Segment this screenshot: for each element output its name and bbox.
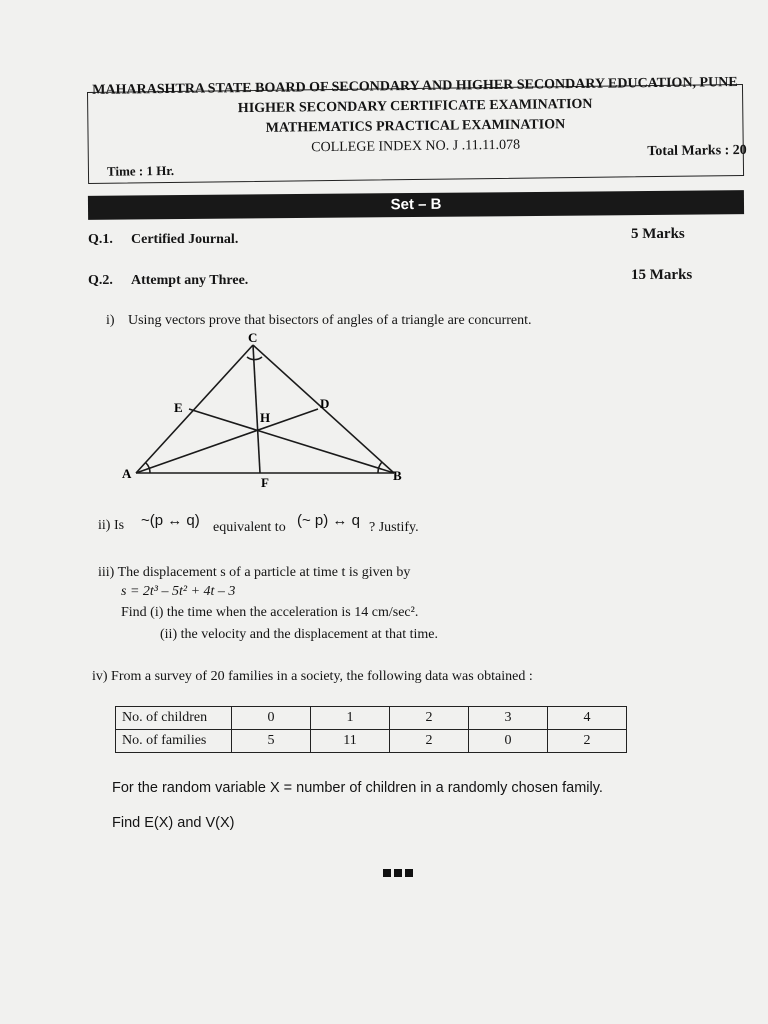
end-of-paper-mark	[383, 864, 416, 882]
label-f: F	[261, 475, 269, 490]
label-a: A	[122, 466, 132, 481]
table-row	[116, 730, 627, 753]
sub-iv-line3: Find E(X) and V(X)	[112, 815, 235, 831]
q1-marks: 5 Marks	[631, 226, 685, 242]
table-cell: 0	[469, 730, 548, 753]
sub-ii-end: ? Justify.	[369, 520, 419, 535]
bisector-cf	[253, 345, 260, 473]
total-marks: Total Marks : 20	[647, 142, 747, 160]
row-header-children: No. of children	[116, 707, 232, 730]
label-c: C	[248, 330, 258, 345]
sub-i-text: Using vectors prove that bisectors of angles of a triangle are concurrent.	[128, 313, 532, 328]
q1-number: Q.1.	[88, 232, 113, 247]
table-cell: 0	[232, 707, 311, 730]
table-cell: 3	[469, 707, 548, 730]
college-index: COLLEGE INDEX NO. J .11.11.078	[311, 137, 521, 156]
sub-ii-expr1: ~(p ↔ q)	[141, 512, 200, 529]
table-cell: 5	[232, 730, 311, 753]
sub-ii-expr2: (~ p) ↔ q	[297, 512, 360, 529]
q1-text: Certified Journal.	[131, 232, 239, 247]
table-cell: 2	[548, 730, 627, 753]
side-ac	[136, 345, 253, 473]
angle-b-arc	[378, 462, 382, 473]
sub-ii-label: ii) Is	[98, 518, 125, 533]
label-e: E	[174, 400, 183, 415]
exam-header	[87, 75, 747, 184]
exam-time: Time : 1 Hr.	[106, 162, 175, 179]
label-h: H	[260, 410, 271, 425]
table-cell: 2	[390, 707, 469, 730]
subject-name: MATHEMATICS PRACTICAL EXAMINATION	[265, 117, 566, 136]
sub-ii-middle: equivalent to	[213, 520, 286, 535]
table-cell: 2	[390, 730, 469, 753]
angle-bisector-triangle-figure	[110, 325, 410, 495]
set-banner: Set – B	[88, 190, 744, 220]
q2-number: Q.2.	[88, 273, 113, 288]
sub-iii-find2: (ii) the velocity and the displacement at that time.	[160, 627, 438, 642]
table-row	[116, 707, 627, 730]
label-d: D	[320, 396, 330, 411]
table-cell: 1	[311, 707, 390, 730]
families-data-table	[115, 706, 627, 753]
row-header-families: No. of families	[116, 730, 232, 753]
table-cell: 11	[311, 730, 390, 753]
sub-iv-line1: iv) From a survey of 20 families in a society, the following data was obtained :	[92, 669, 533, 684]
sub-iv-line2: For the random variable X = number of children in a randomly chosen family.	[112, 780, 603, 796]
table-cell: 4	[548, 707, 627, 730]
sub-i-label: i)	[106, 313, 115, 328]
sub-iii-find1: Find (i) the time when the acceleration is 14 cm/sec².	[121, 605, 419, 620]
board-name: MAHARASHTRA STATE BOARD OF SECONDARY AND HIGHER SECONDARY EDUCATION, PUNE	[92, 75, 738, 98]
sub-iii-formula: s = 2t³ – 5t² + 4t – 3	[121, 584, 236, 599]
label-b: B	[393, 468, 402, 483]
q2-text: Attempt any Three.	[131, 273, 249, 288]
q2-marks: 15 Marks	[631, 267, 693, 283]
sub-iii-line1: iii) The displacement s of a particle at time t is given by	[98, 565, 411, 580]
exam-name: HIGHER SECONDARY CERTIFICATE EXAMINATION	[237, 96, 593, 117]
